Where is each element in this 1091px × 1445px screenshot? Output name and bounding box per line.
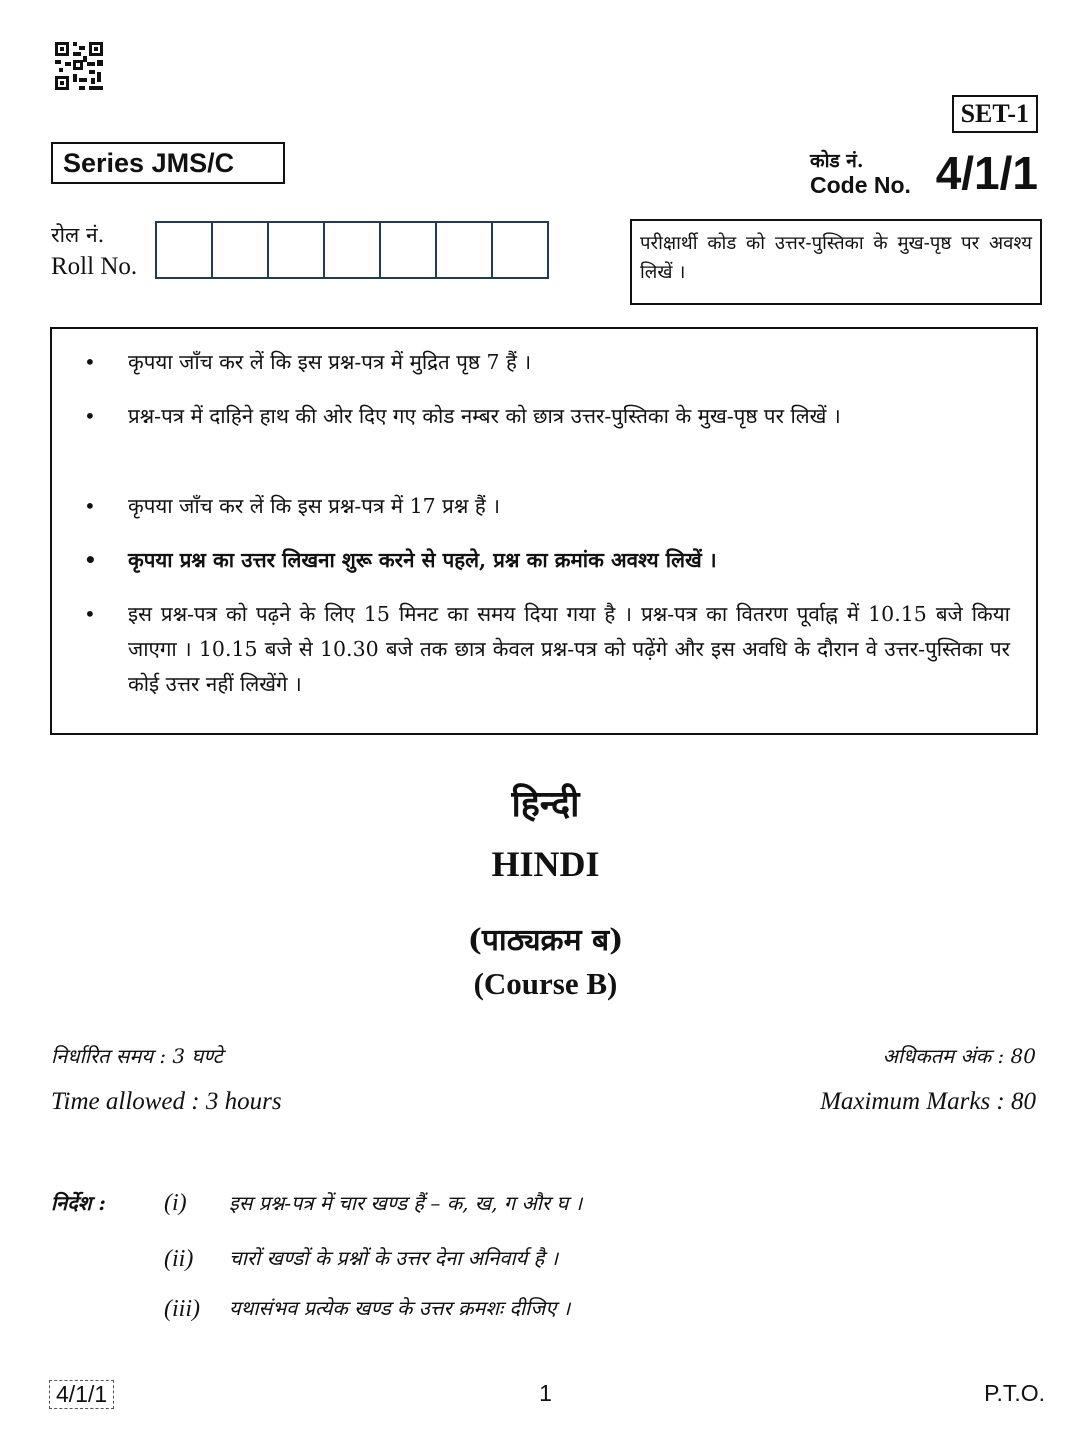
roll-number-box[interactable] (267, 221, 325, 279)
instructions-box (50, 327, 1038, 735)
direction-number: (i) (164, 1190, 187, 1216)
course-title-english: (Course B) (473, 966, 618, 1001)
roll-number-box[interactable] (379, 221, 437, 279)
direction-text: इस प्रश्न-पत्र में चार खण्ड हैं – क, ख, ग और घ । (229, 1191, 583, 1215)
instruction-item: • इस प्रश्न-पत्र को पढ़ने के लिए 15 मिनट का समय दिया गया है । प्रश्न-पत्र का वितरण पूर्वाह्न में 10.15 बजे किया जाएगा । 10.15 बजे से 10.30 बजे तक छात्र केवल प्रश्न-पत्र को पढ़ेंगे और इस अवधि के दौरान वे उत्तर-पुस्तिका पर कोई उत्तर नहीं लिखेंगे । (128, 597, 1010, 702)
roll-number-boxes (155, 221, 549, 279)
direction-text: यथासंभव प्रत्येक खण्ड के उत्तर क्रमशः दीजिए । (229, 1296, 571, 1320)
page-number: 1 (539, 1380, 552, 1406)
code-label-hindi: कोड नं. (810, 150, 864, 172)
series-label: Series JMS/C (51, 142, 285, 184)
instruction-item: • कृपया जाँच कर लें कि इस प्रश्न-पत्र में 17 प्रश्न हैं । (128, 489, 1010, 524)
course-title-hindi: (पाठ्यक्रम ब) (467, 923, 624, 958)
please-turn-over: P.T.O. (984, 1380, 1045, 1406)
subject-title-hindi: हिन्दी (511, 783, 580, 825)
directions-label: निर्देश : (51, 1191, 106, 1215)
roll-number-box[interactable] (491, 221, 549, 279)
maximum-marks-hindi: अधिकतम अंक : 80 (882, 1044, 1036, 1068)
roll-number-box[interactable] (435, 221, 493, 279)
roll-number-box[interactable] (323, 221, 381, 279)
roll-label-english: Roll No. (51, 253, 138, 280)
direction-text: चारों खण्डों के प्रश्नों के उत्तर देना अनिवार्य है । (229, 1246, 559, 1270)
set-label: SET-1 (952, 95, 1038, 133)
qr-code-icon (55, 42, 103, 90)
direction-number: (iii) (164, 1296, 200, 1322)
instruction-item: • कृपया जाँच कर लें कि इस प्रश्न-पत्र में मुद्रित पृष्ठ 7 हैं । (128, 345, 1010, 380)
instruction-item: • प्रश्न-पत्र में दाहिने हाथ की ओर दिए गए कोड नम्बर को छात्र उत्तर-पुस्तिका के मुख-पृष्ठ पर लिखें । (128, 399, 1010, 434)
roll-number-box[interactable] (155, 221, 213, 279)
maximum-marks-english: Maximum Marks : 80 (820, 1088, 1036, 1115)
roll-label-hindi: रोल नं. (51, 223, 105, 247)
candidate-code-note: परीक्षार्थी कोड को उत्तर-पुस्तिका के मुख-पृष्ठ पर अवश्य लिखें । (630, 219, 1042, 305)
roll-number-box[interactable] (211, 221, 269, 279)
time-allowed-english: Time allowed : 3 hours (51, 1088, 282, 1115)
time-allowed-hindi: निर्धारित समय : 3 घण्टे (51, 1044, 223, 1068)
subject-title-english: HINDI (491, 844, 600, 884)
code-number: 4/1/1 (935, 147, 1038, 199)
instruction-item: • कृपया प्रश्न का उत्तर लिखना शुरू करने से पहले, प्रश्न का क्रमांक अवश्य लिखें । (128, 543, 1010, 578)
footer-code: 4/1/1 (49, 1380, 114, 1409)
direction-number: (ii) (164, 1246, 194, 1272)
code-label-english: Code No. (810, 172, 911, 198)
